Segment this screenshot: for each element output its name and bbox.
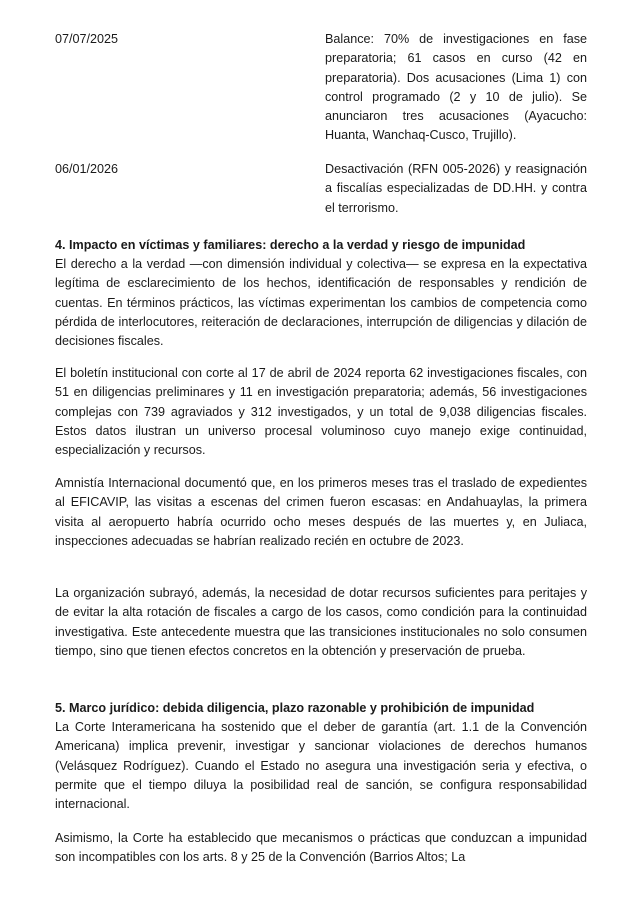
section-4-paragraph [55, 584, 587, 661]
section-4-paragraph [55, 255, 587, 351]
paragraph-text: Amnistía Internacional documentó que, en los primeros meses tras el traslado de expedientes al EFICAVIP, las visitas a escenas del crimen fueron escasas: en Andahuaylas, la primera visita al aeropuerto habría ocurrido ocho meses después de las muertes y, en Juliaca, inspecciones adecuadas se habrían realizado recién en octubre de 2023. [55, 476, 587, 548]
section-heading: 5. Marco jurídico: debida diligencia, plazo razonable y prohibición de impunidad [55, 701, 535, 715]
paragraph-text: El derecho a la verdad —con dimensión individual y colectiva— se expresa en la expectativa legítima de esclarecimiento de los hechos, identificación de responsables y rendición de cuentas. En términos prácticos, las víctimas experimentan los cambios de competencia como pérdida de interlocutores, reiteración de declaraciones, interrupción de diligencias y dilación de decisiones fiscales. [55, 257, 587, 349]
section-4-paragraph [55, 364, 587, 460]
paragraph-text: Asimismo, la Corte ha establecido que mecanismos o prácticas que conduzcan a impunidad son incompatibles con los arts. 8 y 25 de la Convención (Barrios Altos; La [55, 831, 587, 865]
section-5-paragraph [55, 829, 587, 868]
section-5-paragraph [55, 718, 587, 814]
section-heading: 4. Impacto en víctimas y familiares: derecho a la verdad y riesgo de impunidad [55, 238, 526, 252]
paragraph-text: La organización subrayó, además, la necesidad de dotar recursos suficientes para peritajes y de evitar la alta rotación de fiscales a cargo de los casos, como condición para la continuidad investigativa. Este antecedente muestra que las transiciones institucionales no solo consumen tiempo, sino que tienen efectos concretos en la obtención y preservación de prueba. [55, 586, 587, 658]
timeline-date: 06/01/2026 [55, 162, 119, 176]
section-4-heading-block [55, 236, 587, 255]
section-5-heading-block [55, 699, 587, 718]
section-4-paragraph [55, 474, 587, 551]
paragraph-text: El boletín institucional con corte al 17 de abril de 2024 reporta 62 investigaciones fiscales, con 51 en diligencias preliminares y 11 en investigación preparatoria; además, 56 investigaciones complejas con 739 agraviados y 312 investigados, y un total de 9,038 diligencias fiscales. Estos datos ilustran un universo procesal voluminoso cuyo manejo exige continuidad, especialización y recursos. [55, 366, 587, 458]
timeline-date: 07/07/2025 [55, 32, 119, 46]
timeline-description: Balance: 70% de investigaciones en fase preparatoria; 61 casos en curso (42 en preparatoria). Dos acusaciones (Lima 1) con control programado (2 y 10 de julio). Se anunciaron tres acusaciones (Ayacucho: Huanta, Wanchaq-Cusco, Trujillo). [325, 32, 587, 143]
paragraph-text: La Corte Interamericana ha sostenido que el deber de garantía (art. 1.1 de la Convención Americana) implica prevenir, investigar y sancionar violaciones de derechos humanos (Velásquez Rodríguez). Cuando el Estado no asegura una investigación seria y efectiva, o permite que el tiempo diluya la posibilidad real de sanción, se configura responsabilidad internacional. [55, 720, 587, 812]
timeline-description: Desactivación (RFN 005-2026) y reasignación a fiscalías especializadas de DD.HH. y contra el terrorismo. [325, 162, 587, 215]
